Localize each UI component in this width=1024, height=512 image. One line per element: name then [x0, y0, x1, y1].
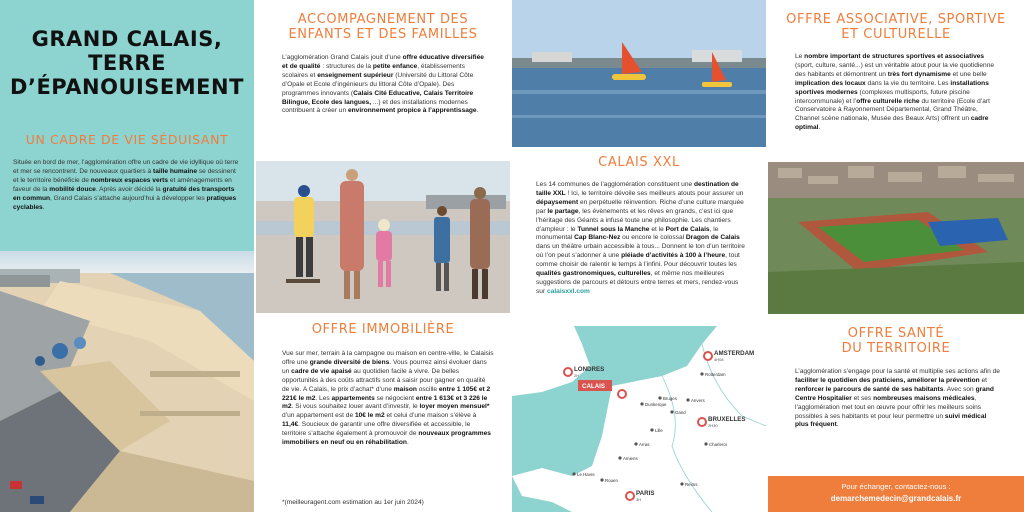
column-associative — [768, 0, 1024, 512]
map-city-marker — [704, 352, 712, 360]
text-segment: ! Ici, le territoire dévoile ses meilleurs atouts pour assurer un — [565, 189, 744, 197]
text-segment: environnement propice à l’apprentissage — [347, 107, 477, 115]
text-segment: nombreux espaces verts — [90, 176, 169, 184]
map-city-label: Rouen — [605, 478, 618, 483]
text-segment: dans un théâtre urbain accessible à tous... Donnent le ton d’un territoire où l’on peut s’adonner à une — [536, 243, 745, 260]
text-segment: ou encore le colossal — [620, 234, 686, 242]
map-city-label: Gand — [675, 410, 686, 415]
associative-text — [795, 53, 1001, 133]
map-travel-time: 2H — [574, 373, 580, 378]
text-segment: , le monumental — [536, 225, 719, 242]
map-city-marker — [618, 456, 621, 459]
text-segment: et ses — [851, 394, 874, 402]
health-title-line-2: DU TERRITOIRE — [841, 341, 951, 356]
text-segment: mobilité douce — [49, 185, 96, 193]
text-segment: appartements — [331, 394, 375, 402]
text-segment: et une belle — [950, 70, 987, 78]
text-segment: , établissements scolaires et — [282, 62, 465, 79]
sailing-photo — [512, 0, 766, 147]
health-text — [795, 368, 1001, 430]
map-city-label: Anvers — [691, 398, 705, 403]
text-segment: cadre optimal — [795, 115, 989, 132]
text-segment: entre 1 105€ et 2 221€ le m2 — [282, 385, 491, 402]
text-segment: . — [476, 107, 479, 115]
text-segment: implication des locaux — [795, 79, 866, 87]
map-city-label: LONDRES — [574, 366, 605, 373]
text-segment: . Si vous souhaitez louer avant d’investir, le — [291, 403, 420, 411]
main-title — [0, 27, 254, 99]
health-title-line-1: OFFRE SANTÉ — [847, 326, 945, 341]
text-segment: Calais Cité Educative, Calais Territoire Bilingue, Ecole des langues, — [282, 89, 474, 106]
text-segment: d’un appartement est de — [282, 412, 355, 420]
column-intro — [0, 0, 254, 512]
text-segment: dans la vie du territoire. Les — [865, 79, 951, 87]
map-city-label: Bruges — [663, 396, 677, 401]
text-segment: dépaysement — [536, 198, 579, 206]
text-segment: oscille — [416, 385, 439, 393]
map-city-marker — [600, 478, 603, 481]
housing-panel — [256, 314, 510, 512]
associative-panel — [768, 0, 1024, 161]
text-segment: , les évènements et les rêves en grands, c’est ici que l’héritage des Géants a infusé toute une philosophie. Les chantiers d’ampleur : le — [536, 207, 734, 233]
stadium-aerial-photo — [768, 162, 1024, 314]
map-city-marker — [698, 418, 706, 426]
text-segment: 10€ le m2 — [354, 412, 385, 420]
map-city-marker — [658, 396, 661, 399]
column-families — [256, 0, 510, 512]
map-city-marker — [634, 442, 637, 445]
website-link[interactable]: calaisxxl.com — [547, 287, 590, 295]
map-city-label: Lille — [655, 428, 663, 433]
text-segment: . Vous pourrez ainsi évoluer dans un — [282, 358, 487, 375]
text-segment: nombre important de structures sportives et associatives — [804, 53, 985, 60]
map-travel-time: 4H08 — [714, 357, 724, 362]
map-city-marker — [572, 472, 575, 475]
text-segment: offre culturelle riche — [856, 97, 920, 105]
text-segment: faciliter le quotidien des praticiens, améliorer la prévention — [795, 376, 980, 384]
text-segment: taille humaine — [153, 167, 197, 175]
text-segment: renforcer le parcours de santé de ses habitants — [795, 385, 944, 393]
text-segment: . Soucieux de garantir une offre diversifiée et accessible, le territoire s’attache également à promouvoir de — [282, 421, 471, 438]
text-segment: ...) et des installations modernes contribuent à créer un — [282, 98, 468, 115]
health-panel — [768, 314, 1024, 476]
text-segment: et aménagements en faveur de la — [13, 176, 232, 193]
main-title-line-2: TERRE — [88, 51, 166, 75]
text-segment: . Après avoir décidé la — [95, 185, 163, 193]
families-title-line-1: ACCOMPAGNEMENT DES — [297, 12, 469, 27]
map-city-label: AMSTERDAM — [714, 350, 755, 357]
map-city-marker — [618, 390, 626, 398]
text-segment: se négocient — [374, 394, 416, 402]
text-segment: (complexes multisports, future piscine intercommunale) et l’ — [795, 88, 970, 105]
text-segment: maison — [393, 385, 417, 393]
associative-title-line-1: OFFRE ASSOCIATIVE, SPORTIVE — [786, 12, 1006, 27]
text-segment: nombreuses maisons médicales — [873, 394, 975, 402]
text-segment: et — [979, 376, 988, 384]
contact-block — [768, 481, 1024, 509]
text-segment: gratuité des transports en commun — [13, 185, 235, 202]
text-segment: L’agglomération s’engage pour la santé et multiplie ses actions afin de — [795, 368, 1000, 375]
text-segment: , l’agglomération met tout en œuvre pour offrir les meilleurs soins possibles à ses habitants et pour leur permettre un — [795, 394, 982, 420]
main-title-line-3: D’ÉPANOUISEMENT — [10, 75, 244, 99]
text-segment: . Avec son — [943, 385, 976, 393]
map-travel-time: 3H — [636, 497, 642, 502]
map-city-label: Le Havre — [577, 472, 595, 477]
families-panel — [256, 0, 510, 160]
text-segment: . — [836, 421, 839, 429]
text-segment: cadre de vie apaisé — [291, 367, 352, 375]
text-segment: , Grand Calais s’attache aujourd’hui à développer les — [50, 194, 207, 202]
text-segment: entre 1 613€ et 3 226 le m2 — [282, 394, 488, 411]
calais-xxl-panel — [512, 147, 766, 317]
calais-xxl-text — [536, 181, 748, 297]
text-segment: suivi médical plus fréquent — [795, 412, 987, 429]
text-segment: Située en bord de mer, l’agglomération offre un cadre de vie idyllique où terre et mer se rencontrent. De nouveaux quartiers à — [13, 159, 239, 175]
text-segment: très fort dynamisme — [887, 70, 951, 78]
text-segment: (sport, culture, santé...) est un véritable atout pour la vie quotidienne des habitants et démontrent un — [795, 61, 995, 78]
text-segment: Dragon de Calais — [685, 234, 740, 242]
main-title-line-1: GRAND CALAIS, — [31, 27, 223, 51]
intro-subtitle: UN CADRE DE VIE SÉDUISANT — [25, 132, 229, 147]
housing-note: *(meilleuragent.com estimation au 1er juin 2024) — [282, 499, 424, 506]
associative-title — [768, 12, 1024, 42]
intro-text — [13, 159, 241, 212]
map-city-marker — [564, 368, 572, 376]
health-title — [768, 326, 1024, 356]
map-city-label: Charleroi — [709, 442, 727, 447]
text-segment: en perpétuelle réinvention. Riche d’une culture marquée par — [536, 198, 744, 215]
text-segment: Les 14 communes de l’agglomération constituent une — [536, 181, 694, 188]
column-calais-xxl — [512, 0, 766, 512]
map-city-marker — [670, 410, 673, 413]
text-segment: : structures de la — [320, 62, 373, 70]
text-segment: et celui d’une maison s’élève à — [384, 412, 477, 420]
text-segment: pléiade d’activités à 100 à l’heure — [621, 252, 726, 260]
text-segment: enseignement supérieur — [317, 71, 394, 79]
text-segment: offre éducative diversifiée et de qualité — [282, 54, 484, 70]
text-segment: et le — [649, 225, 666, 233]
text-segment: Port de Calais — [665, 225, 710, 233]
text-segment: grande diversité de biens — [309, 358, 390, 366]
families-text — [282, 54, 489, 116]
region-map — [512, 326, 766, 512]
text-segment: , et même nos meilleures suggestions de parcours et détours entre terres et mers, rendez-vous sur — [536, 270, 739, 295]
text-segment: . — [406, 439, 409, 447]
text-segment: destination de taille XXL — [536, 181, 739, 197]
map-city-marker — [680, 482, 683, 485]
map-city-label: Dunkerque — [645, 402, 667, 407]
text-segment: du territoire (Ecole d’art Conservatoire à Rayonnement Départemental, Grand Théâtre, Channel scène nationale, Musée des Beaux Arts) offrent un — [795, 97, 990, 123]
families-title-line-2: ENFANTS ET DES FAMILLES — [288, 27, 478, 42]
text-segment: installations sportives modernes — [795, 79, 989, 96]
text-segment: 11,4€ — [282, 421, 299, 429]
text-segment: qualités gastronomiques, culturelles — [536, 270, 651, 278]
map-city-label: CALAIS — [582, 383, 606, 390]
family-walk-photo — [256, 161, 510, 313]
text-segment: . Les — [315, 394, 332, 402]
map-city-marker — [704, 442, 707, 445]
housing-text — [282, 350, 494, 448]
text-segment: le partage — [547, 207, 579, 215]
text-segment: se dessinent et le territoire bénéficie de — [13, 167, 236, 184]
text-segment: pratiques cyclables — [13, 194, 237, 211]
map-city-label: Rotterdam — [705, 372, 726, 377]
associative-title-line-2: ET CULTURELLE — [841, 27, 951, 42]
contact-label: Pour échanger, contactez-nous : — [841, 482, 951, 491]
map-city-label: BRUXELLES — [708, 416, 746, 423]
text-segment: au quotidien facile à vivre. De belles opportunités à des coûts attractifs sont à saisir pour gagner en qualité de vie. A Calais, le prix d’achat* d’une — [282, 367, 486, 393]
families-title — [256, 12, 510, 42]
text-segment: grand Centre Hospitalier — [795, 385, 994, 402]
intro-panel — [0, 0, 254, 251]
calais-xxl-title: CALAIS XXL — [598, 155, 680, 170]
text-segment: (Université du Littoral Côte d’Opale et Ecole d’ingénieurs du littoral Côte d’Opale). Des programmes innovants ( — [282, 71, 474, 97]
text-segment: Vue sur mer, terrain à la campagne ou maison en centre-ville, le Calaisis offre une — [282, 350, 494, 366]
map-city-marker — [650, 428, 653, 431]
text-segment: . — [818, 124, 821, 132]
text-segment: Cap Blanc-Nez — [574, 234, 621, 242]
map-city-label: Amiens — [623, 456, 638, 461]
map-city-marker — [640, 402, 643, 405]
map-city-marker — [700, 372, 703, 375]
map-city-label: Reims — [685, 482, 698, 487]
map-city-label: Arras — [639, 442, 650, 447]
contact-email-link[interactable]: demarchemedecin@grandcalais.fr — [830, 494, 962, 503]
text-segment: nouveaux programmes immobiliers en neuf ou en réhabilitation — [282, 430, 491, 447]
beach-promenade-photo — [0, 251, 254, 512]
text-segment: Le — [795, 53, 805, 60]
text-segment: L’agglomération Grand Calais jouit d’une — [282, 54, 403, 61]
map-city-marker — [626, 492, 634, 500]
map-city-label: PARIS — [636, 490, 655, 497]
text-segment: . — [42, 203, 45, 211]
map-travel-time: 2H30 — [708, 423, 718, 428]
housing-title: OFFRE IMMOBILIÈRE — [311, 322, 455, 337]
text-segment: petite enfance — [372, 62, 418, 70]
text-segment: loyer moyen mensuel* — [419, 403, 490, 411]
map-city-marker — [686, 398, 689, 401]
text-segment: Tunnel sous la Manche — [577, 225, 650, 233]
text-segment: , tout comme choisir de ralentir le temps à l’infini. Pour découvrir toutes les — [536, 252, 740, 269]
